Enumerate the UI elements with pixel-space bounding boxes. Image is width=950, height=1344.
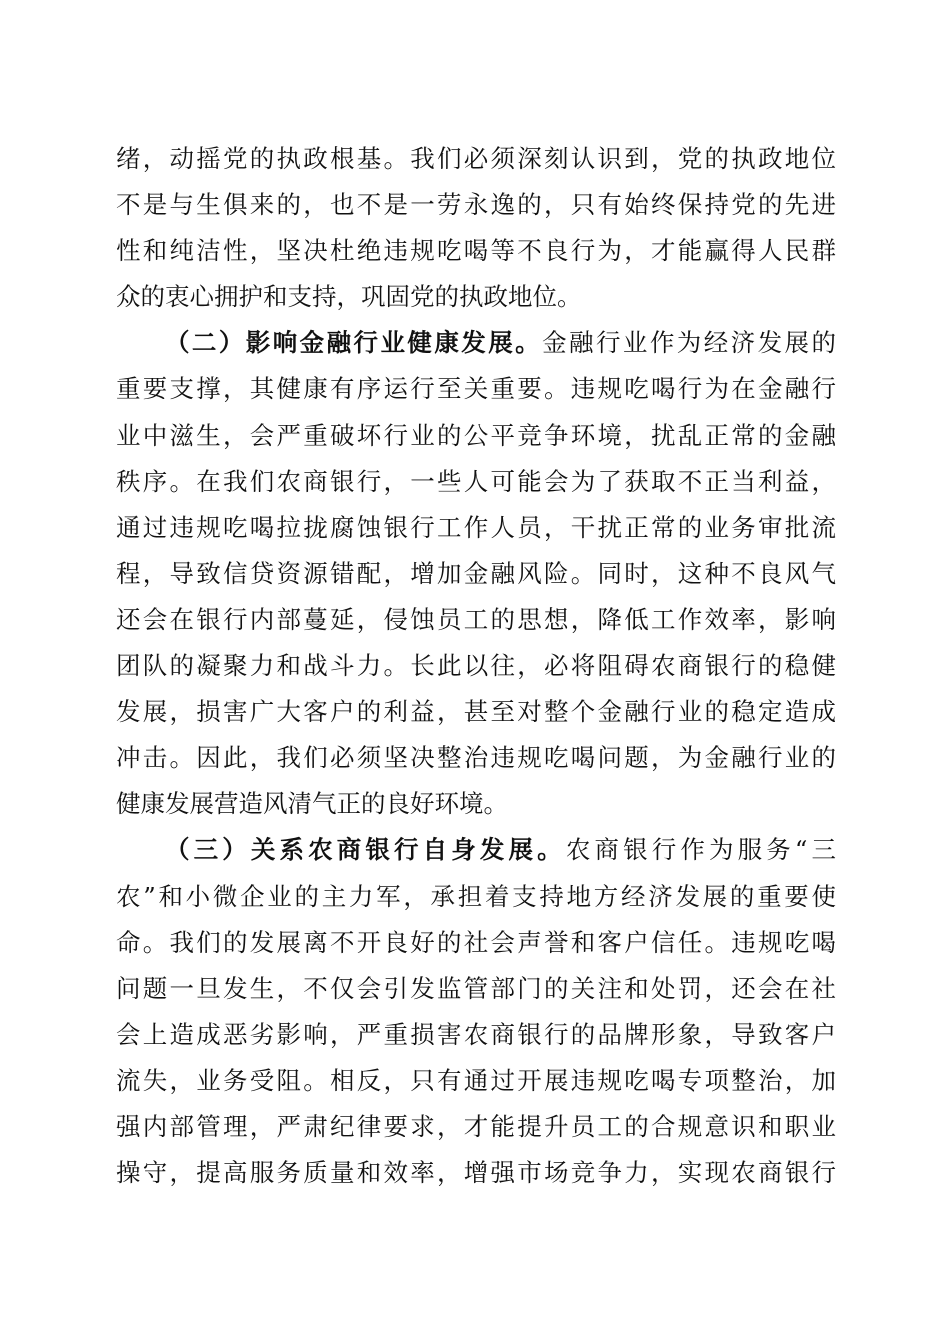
text-line: 众的衷心拥护和支持，巩固党的执政地位。 — [116, 282, 582, 312]
section-heading-2: （二）影响金融行业健康发展。 — [165, 328, 543, 358]
text-line: 农”和小微企业的主力军，承担着支持地方经济发展的重要使 — [116, 881, 836, 911]
paragraph-2 — [116, 320, 836, 827]
text-line: 冲击。因此，我们必须坚决整治违规吃喝问题，为金融行业的 — [116, 743, 836, 773]
document-body — [116, 136, 836, 1196]
text-line: 性和纯洁性，坚决杜绝违规吃喝等不良行为，才能赢得人民群 — [116, 236, 836, 266]
text-line: 秩序。在我们农商银行，一些人可能会为了获取不正当利益， — [116, 466, 836, 496]
text-run: 金融行业作为经济发展的 — [542, 328, 836, 358]
text-line: 流失，业务受阻。相反，只有通过开展违规吃喝专项整治，加 — [116, 1065, 836, 1095]
text-line: 问题一旦发生，不仅会引发监管部门的关注和处罚，还会在社 — [116, 973, 836, 1003]
text-line: 业中滋生，会严重破坏行业的公平竞争环境，扰乱正常的金融 — [116, 420, 836, 450]
text-line: 团队的凝聚力和战斗力。长此以往，必将阻碍农商银行的稳健 — [116, 651, 836, 681]
text-line: 健康发展营造风清气正的良好环境。 — [116, 789, 508, 819]
text-line: 程，导致信贷资源错配，增加金融风险。同时，这种不良风气 — [116, 558, 836, 588]
text-line: 会上造成恶劣影响，严重损害农商银行的品牌形象，导致客户 — [116, 1019, 836, 1049]
text-line — [116, 827, 836, 873]
text-line: 不是与生俱来的，也不是一劳永逸的，只有始终保持党的先进 — [116, 190, 836, 220]
text-line: 命。我们的发展离不开良好的社会声誉和客户信任。违规吃喝 — [116, 927, 836, 957]
text-run: 农商银行作为服务“三 — [565, 835, 836, 865]
text-line: 绪，动摇党的执政根基。我们必须深刻认识到，党的执政地位 — [116, 144, 836, 173]
text-line: 操守，提高服务质量和效率，增强市场竞争力，实现农商银行 — [116, 1158, 836, 1188]
paragraph-1 — [116, 136, 836, 320]
text-line: 还会在银行内部蔓延，侵蚀员工的思想，降低工作效率，影响 — [116, 604, 836, 634]
text-line: 发展，损害广大客户的利益，甚至对整个金融行业的稳定造成 — [116, 697, 836, 727]
text-line: 重要支撑，其健康有序运行至关重要。违规吃喝行为在金融行 — [116, 374, 836, 404]
text-line: 强内部管理，严肃纪律要求，才能提升员工的合规意识和职业 — [116, 1111, 836, 1141]
section-heading-3: （三）关系农商银行自身发展。 — [165, 835, 566, 865]
text-line: 通过违规吃喝拉拢腐蚀银行工作人员，干扰正常的业务审批流 — [116, 512, 836, 542]
text-line — [116, 320, 836, 366]
paragraph-3 — [116, 827, 836, 1196]
